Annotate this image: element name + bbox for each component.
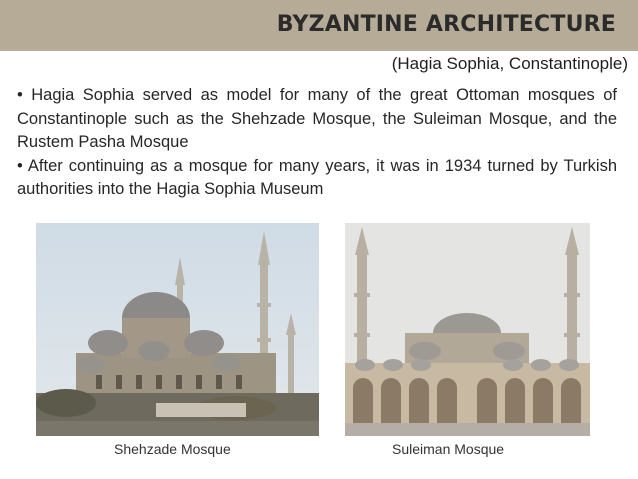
suleiman-caption: Suleiman Mosque — [392, 441, 505, 457]
suleiman-mosque-photo — [345, 223, 590, 436]
shehzade-caption: Shehzade Mosque — [114, 441, 231, 457]
bullet-item: • Hagia Sophia served as model for many of the great Ottoman mosques of Constantinople such as the Shehzade Mosque, the Suleiman Mosque, and the Rustem Pasha Mosque — [17, 86, 617, 151]
bullet-item: • After continuing as a mosque for many years, it was in 1934 turned by Turkish authorities into the Hagia Sophia Museum — [17, 156, 617, 198]
slide-title: BYZANTINE ARCHITECTURE — [276, 12, 616, 37]
bullet-list — [17, 84, 617, 202]
shehzade-mosque-photo — [36, 223, 319, 436]
slide-subtitle: (Hagia Sophia, Constantinople) — [391, 54, 628, 73]
